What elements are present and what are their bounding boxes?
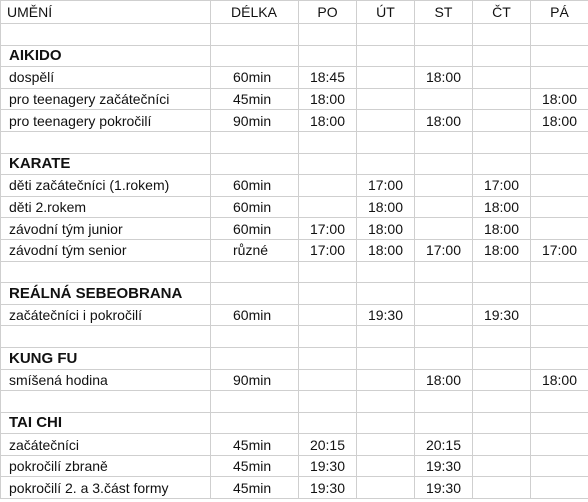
empty-cell [415,131,473,153]
time-thu [473,88,531,110]
time-fri [531,455,588,477]
time-fri [531,175,588,197]
empty-cell [1,261,211,283]
time-wed [415,175,473,197]
time-fri: 18:00 [531,88,588,110]
table-row [1,434,588,456]
empty-cell [211,131,299,153]
header-day-thu: ČT [473,1,531,24]
time-mon: 17:00 [299,239,357,261]
time-tue: 19:30 [357,304,415,326]
spacer-row [1,131,588,153]
empty-cell [531,24,588,46]
spacer-row [1,326,588,348]
time-tue [357,434,415,456]
empty-cell [415,326,473,348]
class-name: dospělí [1,67,211,89]
class-duration: 60min [211,304,299,326]
empty-cell [473,283,531,305]
class-name: pokročilí 2. a 3.část formy [1,477,211,499]
header-row [1,1,588,24]
section-title: AIKIDO [1,45,211,67]
table-row [1,67,588,89]
class-name: začátečníci [1,434,211,456]
class-duration: 60min [211,67,299,89]
empty-cell [473,412,531,434]
time-tue: 17:00 [357,175,415,197]
empty-cell [473,45,531,67]
empty-cell [531,347,588,369]
empty-cell [211,153,299,175]
time-wed: 18:00 [415,110,473,132]
empty-cell [415,347,473,369]
time-wed: 18:00 [415,67,473,89]
empty-cell [415,283,473,305]
empty-cell [211,283,299,305]
class-name: pokročilí zbraně [1,455,211,477]
empty-cell [211,45,299,67]
section-title-row [1,412,588,434]
time-mon [299,304,357,326]
time-thu [473,434,531,456]
section-title: TAI CHI [1,412,211,434]
time-fri: 18:00 [531,369,588,391]
class-duration: 60min [211,175,299,197]
time-tue: 18:00 [357,239,415,261]
empty-cell [531,283,588,305]
time-thu [473,110,531,132]
section-title-row [1,153,588,175]
time-fri [531,67,588,89]
empty-cell [531,326,588,348]
empty-cell [1,391,211,413]
class-name: začátečníci i pokročilí [1,304,211,326]
time-thu [473,455,531,477]
empty-cell [531,391,588,413]
empty-cell [211,24,299,46]
time-tue [357,88,415,110]
empty-cell [299,24,357,46]
time-wed: 18:00 [415,369,473,391]
empty-cell [357,261,415,283]
empty-cell [357,131,415,153]
time-wed: 20:15 [415,434,473,456]
time-thu [473,477,531,499]
table-row [1,88,588,110]
empty-cell [357,412,415,434]
class-name: smíšená hodina [1,369,211,391]
class-duration: 90min [211,110,299,132]
time-fri [531,196,588,218]
time-mon [299,196,357,218]
empty-cell [1,131,211,153]
class-duration: 45min [211,477,299,499]
class-name: pro teenagery pokročilí [1,110,211,132]
time-thu: 17:00 [473,175,531,197]
empty-cell [415,412,473,434]
table-row [1,369,588,391]
time-wed [415,88,473,110]
table-row [1,304,588,326]
table-row [1,175,588,197]
time-wed: 19:30 [415,455,473,477]
empty-cell [357,326,415,348]
spacer-row [1,391,588,413]
empty-cell [299,391,357,413]
time-mon: 19:30 [299,455,357,477]
time-fri [531,218,588,240]
section-title-row [1,283,588,305]
empty-cell [473,24,531,46]
time-tue [357,477,415,499]
table-row [1,110,588,132]
class-duration: 45min [211,455,299,477]
spacer-row [1,24,588,46]
empty-cell [531,131,588,153]
time-tue [357,455,415,477]
empty-cell [357,283,415,305]
time-mon: 17:00 [299,218,357,240]
header-day-mon: PO [299,1,357,24]
empty-cell [473,153,531,175]
section-title-row [1,45,588,67]
time-fri: 17:00 [531,239,588,261]
time-wed [415,304,473,326]
class-duration: 90min [211,369,299,391]
header-name: UMĚNÍ [1,1,211,24]
class-name: závodní tým senior [1,239,211,261]
empty-cell [357,347,415,369]
empty-cell [473,347,531,369]
empty-cell [211,412,299,434]
time-mon: 20:15 [299,434,357,456]
time-mon: 19:30 [299,477,357,499]
class-name: děti začátečníci (1.rokem) [1,175,211,197]
time-mon: 18:45 [299,67,357,89]
spacer-row [1,261,588,283]
empty-cell [473,326,531,348]
empty-cell [211,347,299,369]
time-tue [357,369,415,391]
time-wed [415,218,473,240]
empty-cell [415,261,473,283]
section-title: KARATE [1,153,211,175]
empty-cell [357,24,415,46]
section-title: KUNG FU [1,347,211,369]
empty-cell [211,326,299,348]
empty-cell [299,45,357,67]
header-duration: DÉLKA [211,1,299,24]
empty-cell [531,412,588,434]
empty-cell [473,391,531,413]
empty-cell [299,347,357,369]
empty-cell [473,131,531,153]
empty-cell [211,391,299,413]
empty-cell [299,153,357,175]
empty-cell [299,326,357,348]
time-tue [357,67,415,89]
header-day-tue: ÚT [357,1,415,24]
empty-cell [357,153,415,175]
table-row [1,455,588,477]
header-day-wed: ST [415,1,473,24]
time-wed: 19:30 [415,477,473,499]
schedule-body [1,1,588,499]
class-duration: 45min [211,88,299,110]
class-name: pro teenagery začátečníci [1,88,211,110]
empty-cell [299,131,357,153]
empty-cell [531,45,588,67]
time-fri: 18:00 [531,110,588,132]
class-duration: 60min [211,196,299,218]
time-mon: 18:00 [299,110,357,132]
empty-cell [299,261,357,283]
empty-cell [415,391,473,413]
time-fri [531,477,588,499]
time-wed [415,196,473,218]
empty-cell [357,391,415,413]
time-tue [357,110,415,132]
time-fri [531,434,588,456]
time-mon [299,175,357,197]
time-thu: 18:00 [473,196,531,218]
class-duration: 45min [211,434,299,456]
empty-cell [415,24,473,46]
class-duration: 60min [211,218,299,240]
empty-cell [531,261,588,283]
class-name: závodní tým junior [1,218,211,240]
time-thu: 18:00 [473,239,531,261]
time-thu: 18:00 [473,218,531,240]
table-row [1,218,588,240]
empty-cell [473,261,531,283]
empty-cell [415,153,473,175]
time-tue: 18:00 [357,196,415,218]
empty-cell [1,24,211,46]
table-row [1,239,588,261]
time-thu [473,67,531,89]
empty-cell [531,153,588,175]
table-row [1,477,588,499]
table-row [1,196,588,218]
time-mon: 18:00 [299,88,357,110]
time-wed: 17:00 [415,239,473,261]
class-name: děti 2.rokem [1,196,211,218]
time-fri [531,304,588,326]
time-thu: 19:30 [473,304,531,326]
time-tue: 18:00 [357,218,415,240]
empty-cell [299,283,357,305]
header-day-fri: PÁ [531,1,588,24]
section-title-row [1,347,588,369]
empty-cell [1,326,211,348]
empty-cell [211,261,299,283]
class-duration: různé [211,239,299,261]
time-mon [299,369,357,391]
empty-cell [357,45,415,67]
section-title: REÁLNÁ SEBEOBRANA [1,283,211,305]
empty-cell [415,45,473,67]
time-thu [473,369,531,391]
empty-cell [299,412,357,434]
